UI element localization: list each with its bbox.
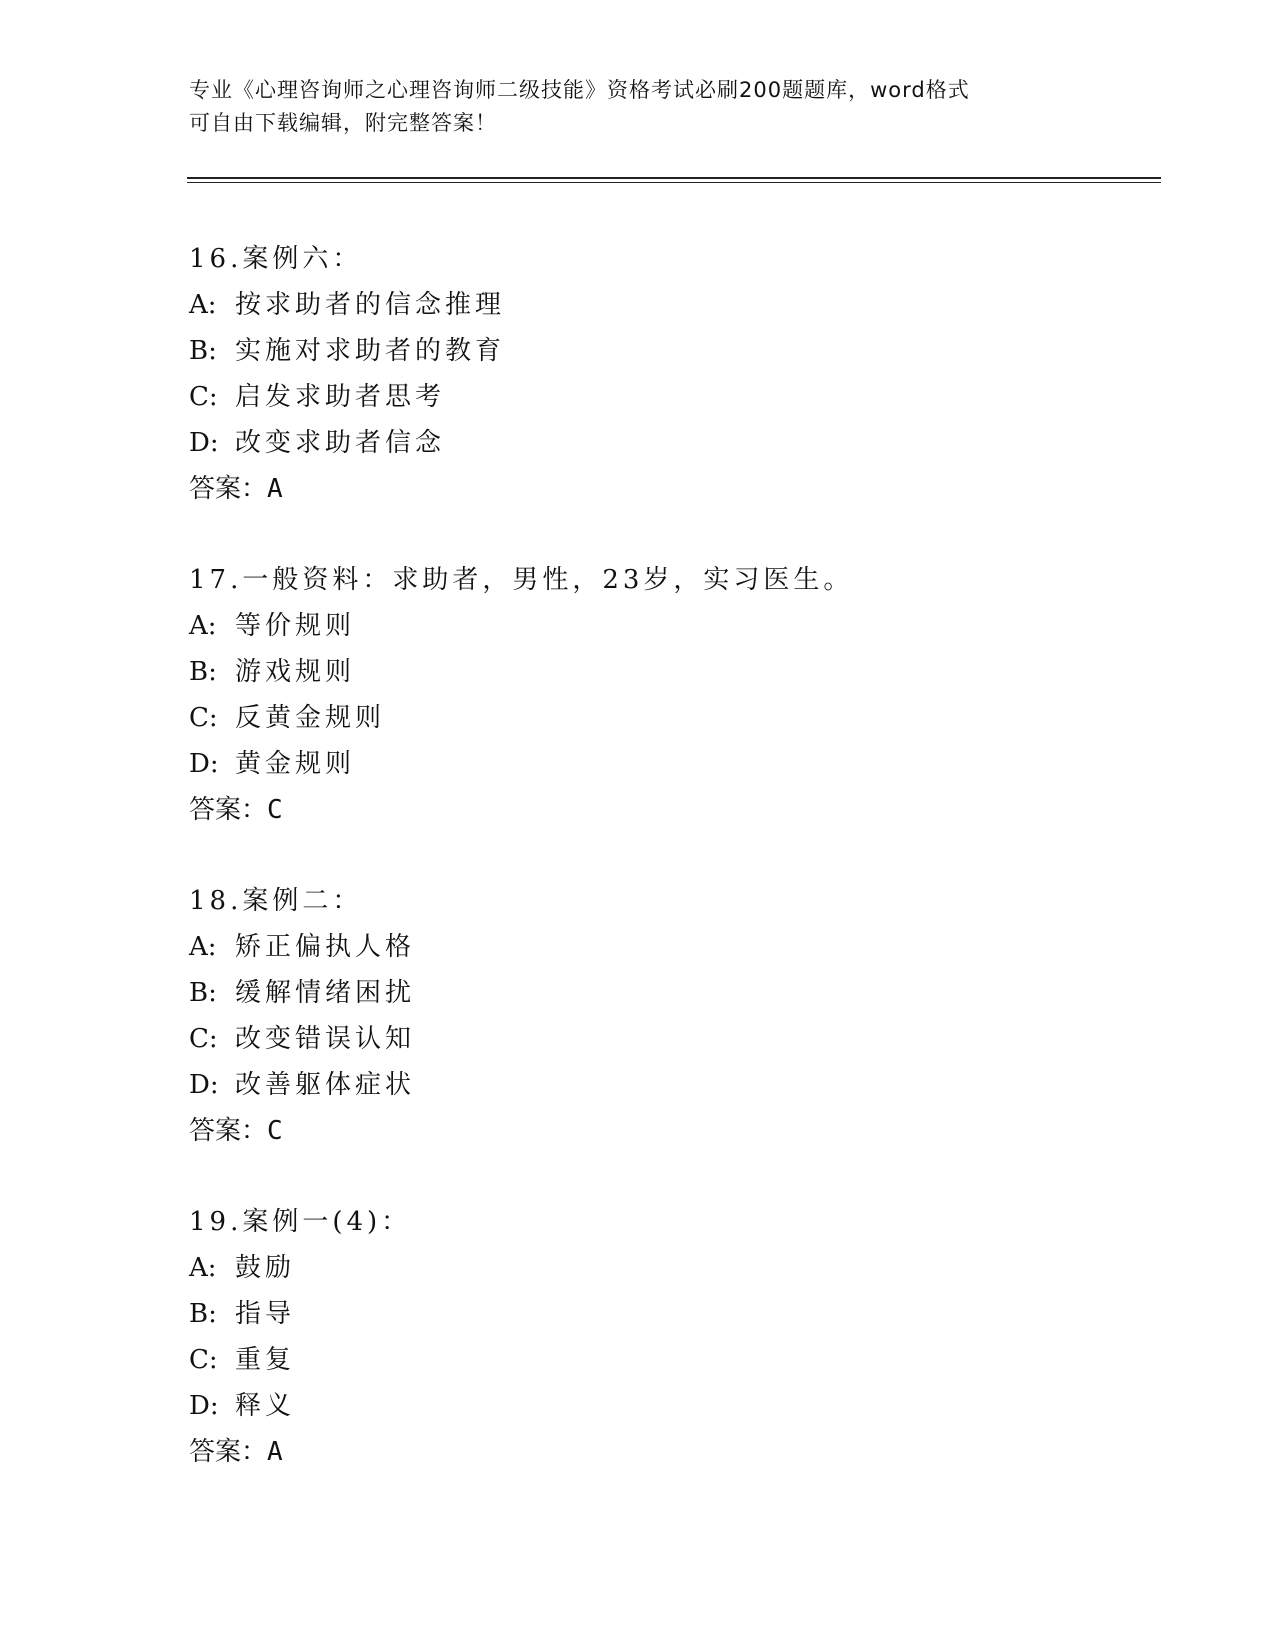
- option-text: 缓解情绪困扰: [235, 978, 416, 1008]
- answer-label: 答案：: [189, 795, 268, 825]
- option-key: C:: [189, 1024, 218, 1054]
- option-key: B:: [189, 978, 217, 1008]
- header-divider-top: [187, 177, 1161, 179]
- option-a: [189, 603, 1149, 649]
- question-list: [189, 236, 1149, 1520]
- document-header: [189, 74, 1089, 140]
- option-text: 重复: [235, 1345, 296, 1375]
- option-a: [189, 924, 1149, 970]
- option-c: [189, 1016, 1149, 1062]
- question-stem: 19.案例一(4)：: [189, 1207, 412, 1237]
- option-text: 鼓励: [235, 1253, 296, 1283]
- header-line-1: 专业《心理咨询师之心理咨询师二级技能》资格考试必刷200题题库，word格式: [189, 78, 970, 102]
- option-c: [189, 695, 1149, 741]
- header-divider-bottom: [187, 182, 1161, 183]
- option-text: 启发求助者思考: [235, 382, 446, 412]
- answer-label: 答案：: [189, 1437, 268, 1467]
- option-key: D:: [189, 749, 219, 779]
- option-b: [189, 970, 1149, 1016]
- option-c: [189, 1337, 1149, 1383]
- option-d: [189, 1062, 1149, 1108]
- option-key: A:: [189, 932, 217, 962]
- option-d: [189, 1383, 1149, 1429]
- option-text: 改变求助者信念: [235, 428, 446, 458]
- answer-line: [189, 1429, 1149, 1475]
- option-d: [189, 741, 1149, 787]
- answer-label: 答案：: [189, 474, 268, 504]
- option-b: [189, 1291, 1149, 1337]
- option-text: 黄金规则: [235, 749, 356, 779]
- question-16: [189, 236, 1149, 557]
- option-b: [189, 328, 1149, 374]
- option-key: C:: [189, 382, 218, 412]
- answer-line: [189, 787, 1149, 833]
- option-key: C:: [189, 1345, 218, 1375]
- question-19: [189, 1199, 1149, 1520]
- option-text: 反黄金规则: [235, 703, 386, 733]
- option-text: 矫正偏执人格: [235, 932, 416, 962]
- option-text: 释义: [235, 1391, 296, 1421]
- option-text: 实施对求助者的教育: [235, 336, 506, 366]
- option-key: A:: [189, 1253, 217, 1283]
- question-stem: 17.一般资料：求助者，男性，23岁，实习医生。: [189, 565, 854, 595]
- option-key: B:: [189, 657, 217, 687]
- option-text: 指导: [235, 1299, 296, 1329]
- answer-value: A: [267, 474, 283, 504]
- option-text: 等价规则: [235, 611, 356, 641]
- option-key: B:: [189, 336, 217, 366]
- question-stem: 18.案例二：: [189, 886, 363, 916]
- answer-line: [189, 1108, 1149, 1154]
- question-17: [189, 557, 1149, 878]
- answer-label: 答案：: [189, 1116, 268, 1146]
- option-text: 按求助者的信念推理: [235, 290, 506, 320]
- option-c: [189, 374, 1149, 420]
- option-key: D:: [189, 428, 219, 458]
- option-a: [189, 282, 1149, 328]
- option-b: [189, 649, 1149, 695]
- option-text: 改变错误认知: [235, 1024, 416, 1054]
- option-key: B:: [189, 1299, 217, 1329]
- option-d: [189, 420, 1149, 466]
- answer-value: A: [267, 1437, 283, 1467]
- option-a: [189, 1245, 1149, 1291]
- option-text: 游戏规则: [235, 657, 356, 687]
- question-stem: 16.案例六：: [189, 244, 363, 274]
- option-key: A:: [189, 611, 217, 641]
- option-key: D:: [189, 1391, 219, 1421]
- option-key: D:: [189, 1070, 219, 1100]
- option-key: A:: [189, 290, 217, 320]
- question-18: [189, 878, 1149, 1199]
- answer-value: C: [267, 795, 283, 825]
- answer-line: [189, 466, 1149, 512]
- header-line-2: 可自由下载编辑，附完整答案！: [189, 111, 497, 135]
- option-text: 改善躯体症状: [235, 1070, 416, 1100]
- answer-value: C: [267, 1116, 283, 1146]
- option-key: C:: [189, 703, 218, 733]
